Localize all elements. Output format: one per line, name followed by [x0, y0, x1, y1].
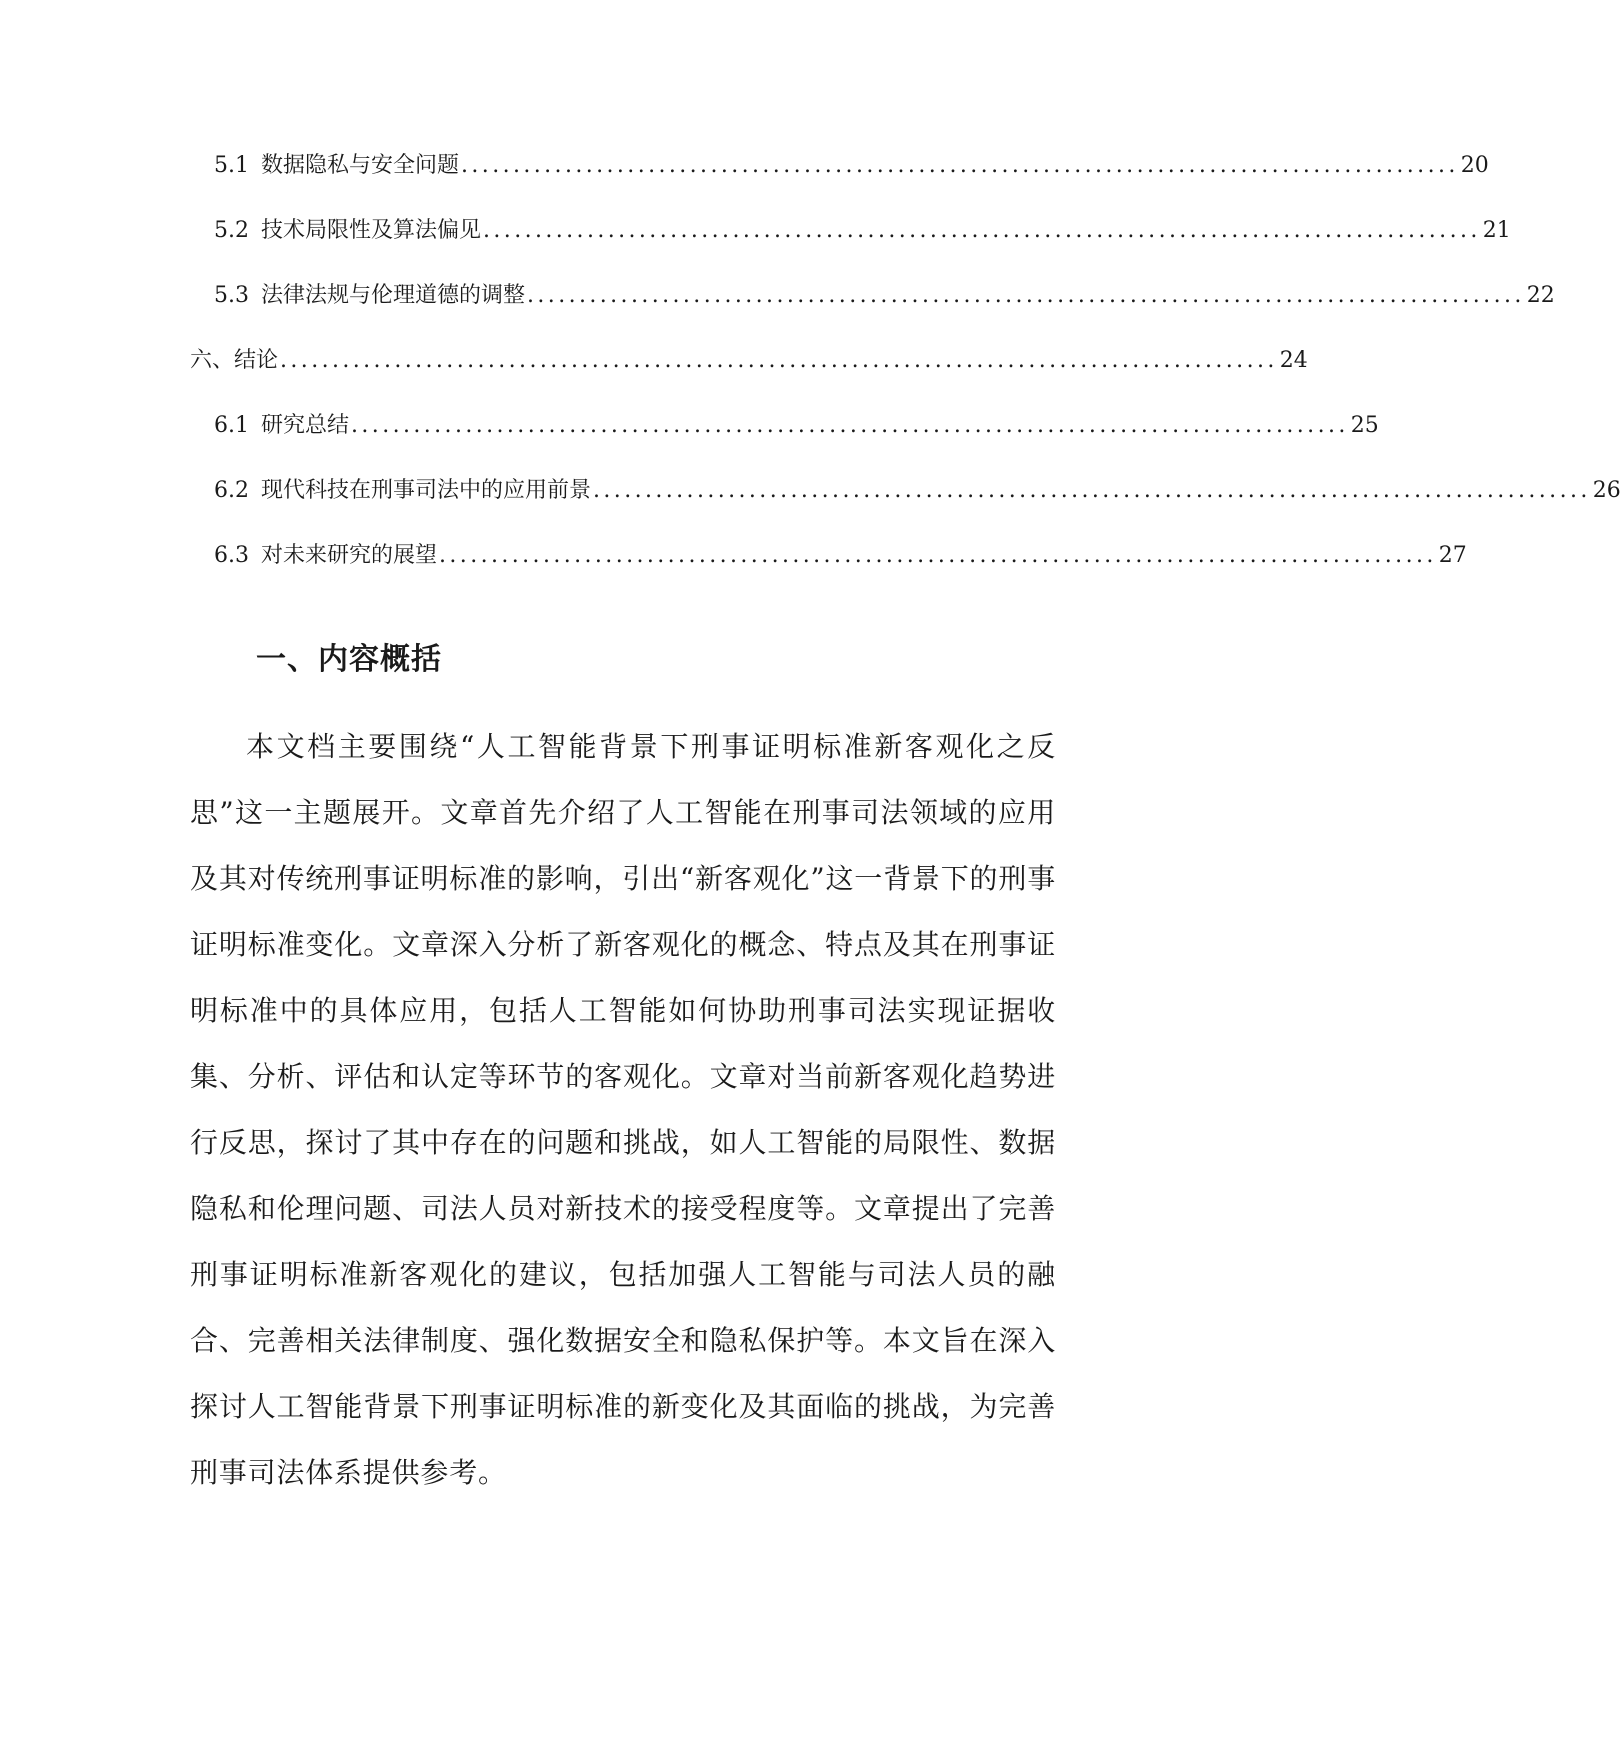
- toc-entry-page: 22: [1526, 283, 1555, 308]
- toc-entry-title: 六、结论: [190, 348, 279, 373]
- toc-entry-title: 法律法规与伦理道德的调整: [261, 283, 526, 308]
- toc-entry-number: 5.2: [214, 218, 249, 243]
- section-heading: 一、内容概括: [256, 642, 442, 677]
- toc-entry-title: 技术局限性及算法偏见: [261, 218, 482, 243]
- toc-entry-title: 研究总结: [261, 413, 350, 438]
- toc-leader-dots: ................................................................................................: [593, 478, 1591, 503]
- toc-entry-number: 5.1: [214, 153, 249, 178]
- toc-entry-number: 6.3: [214, 543, 249, 568]
- toc-entry-number: 6.1: [214, 413, 249, 438]
- toc-entry-page: 21: [1482, 218, 1511, 243]
- toc-entry[interactable]: [214, 406, 1379, 446]
- toc-entry-number: 6.2: [214, 478, 249, 503]
- toc-entry[interactable]: [214, 471, 1621, 511]
- toc-entry[interactable]: [214, 536, 1467, 576]
- toc-leader-dots: ................................................................................................: [483, 218, 1481, 243]
- toc-entry-title: 现代科技在刑事司法中的应用前景: [261, 478, 592, 503]
- toc-entry[interactable]: [214, 211, 1511, 251]
- toc-entry[interactable]: [190, 341, 1308, 381]
- toc-entry-title: 对未来研究的展望: [261, 543, 438, 568]
- toc-entry-title: 数据隐私与安全问题: [261, 153, 460, 178]
- toc-entry[interactable]: [214, 276, 1555, 316]
- toc-leader-dots: ................................................................................................: [351, 413, 1349, 438]
- toc-leader-dots: ................................................................................................: [439, 543, 1437, 568]
- toc-entry-page: 25: [1350, 413, 1379, 438]
- toc-leader-dots: ................................................................................................: [527, 283, 1525, 308]
- toc-entry-page: 24: [1279, 348, 1308, 373]
- toc-entry-page: 26: [1592, 478, 1621, 503]
- toc-entry[interactable]: [214, 146, 1489, 186]
- toc-entry-page: 20: [1460, 153, 1489, 178]
- toc-entry-number: 5.3: [214, 283, 249, 308]
- toc-entry-page: 27: [1438, 543, 1467, 568]
- toc-leader-dots: ................................................................................................: [280, 348, 1278, 373]
- body-paragraph: 本文档主要围绕“人工智能背景下刑事证明标准新客观化之反思”这一主题展开。文章首先介绍了人工智能在刑事司法领域的应用及其对传统刑事证明标准的影响，引出“新客观化”这一背景下的刑事证明标准变化。文章深入分析了新客观化的概念、特点及其在刑事证明标准中的具体应用，包括人工智能如何协助刑事司法实现证据收集、分析、评估和认定等环节的客观化。文章对当前新客观化趋势进行反思，探讨了其中存在的问题和挑战，如人工智能的局限性、数据隐私和伦理问题、司法人员对新技术的接受程度等。文章提出了完善刑事证明标准新客观化的建议，包括加强人工智能与司法人员的融合、完善相关法律制度、强化数据安全和隐私保护等。本文旨在深入探讨人工智能背景下刑事证明标准的新变化及其面临的挑战，为完善刑事司法体系提供参考。: [190, 730, 1056, 1489]
- toc-leader-dots: ................................................................................................: [461, 153, 1459, 178]
